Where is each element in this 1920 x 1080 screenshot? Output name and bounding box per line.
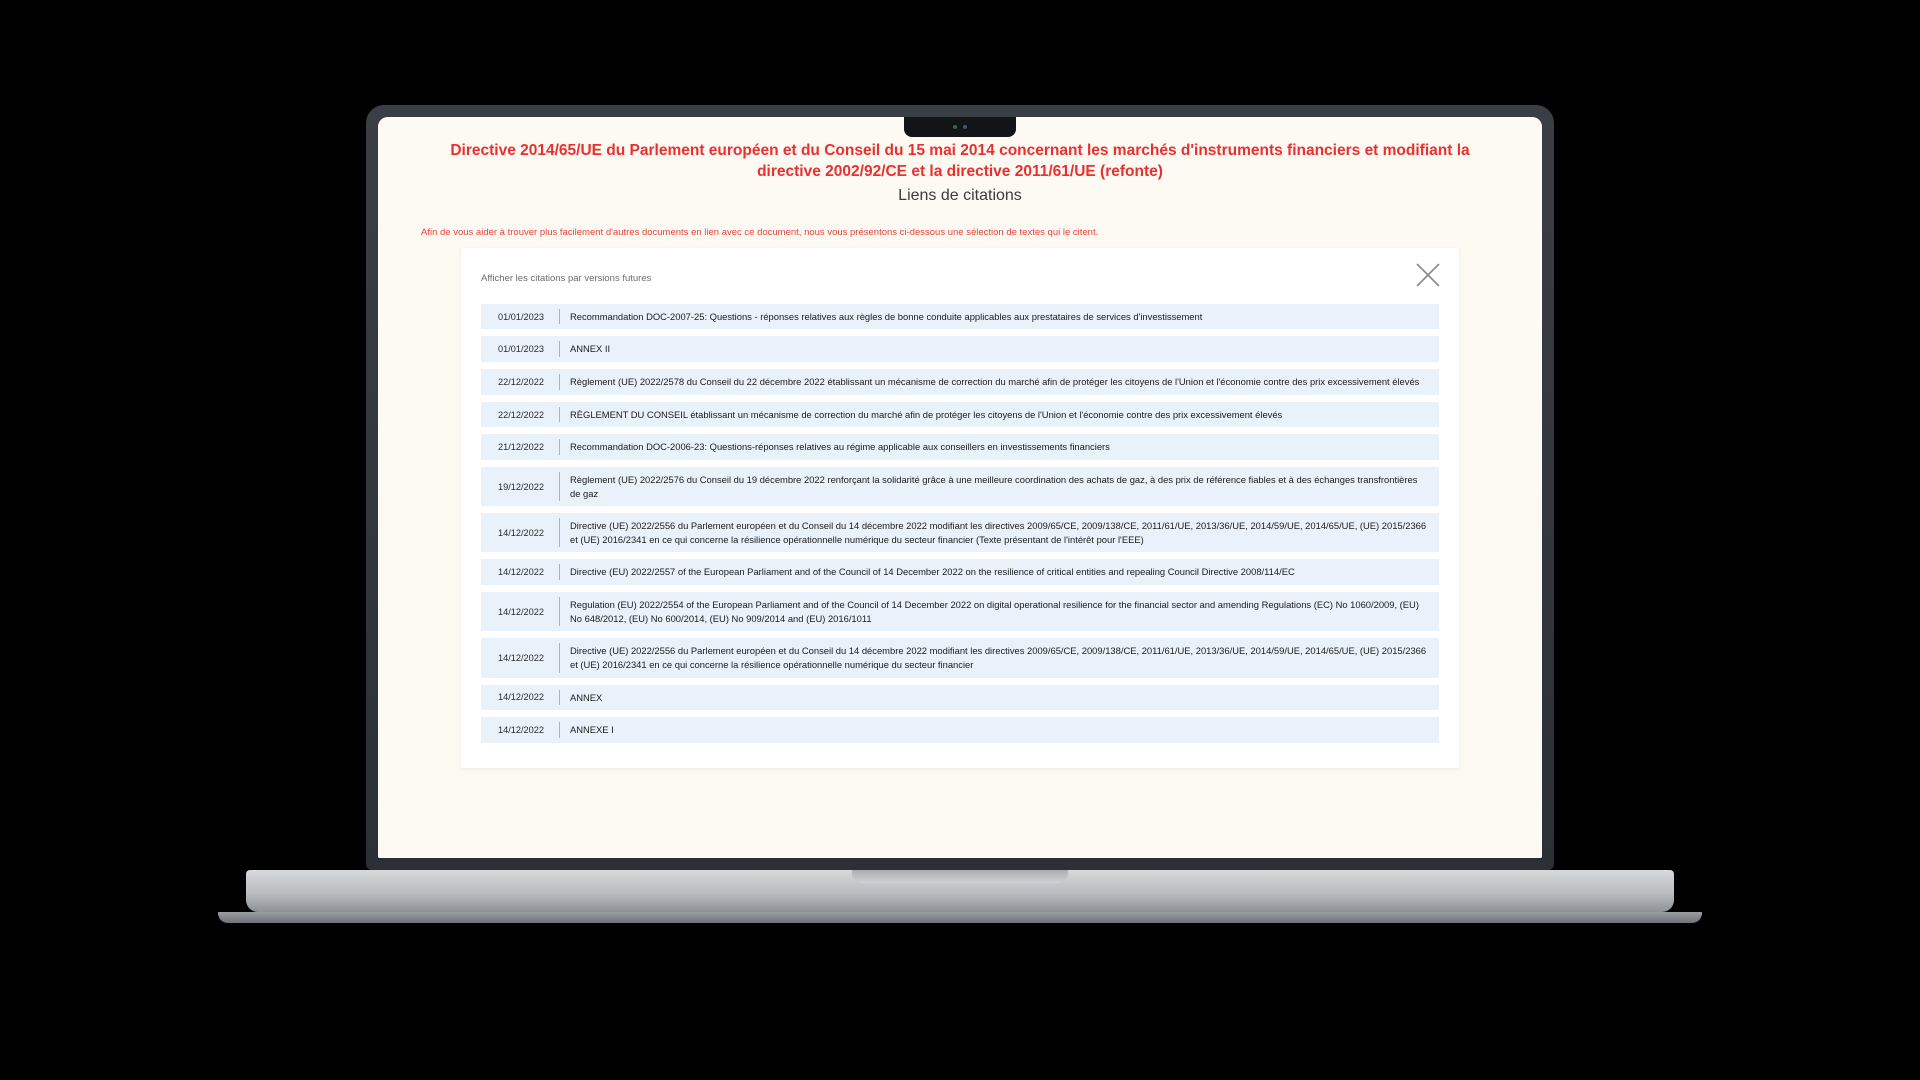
table-row[interactable] — [481, 369, 1439, 395]
table-row[interactable] — [481, 434, 1439, 460]
panel-header — [461, 248, 1459, 304]
camera-indicator-icon — [953, 125, 957, 129]
citation-date: 19/12/2022 — [498, 481, 544, 492]
citation-title[interactable]: Directive (UE) 2022/2556 du Parlement européen et du Conseil du 14 décembre 2022 modifiant les directives 2009/65/CE, 2009/138/CE, 2011/61/UE, 2013/36/UE, 2014/59/UE, 2014/65/UE, (UE) 2015/2366 et (UE) 2016/2341 en ce qui concerne la résilience opérationnelle numérique du secteur financier — [570, 645, 1427, 670]
citation-title[interactable]: RÈGLEMENT DU CONSEIL établissant un mécanisme de correction du marché afin de protéger les citoyens de l'Union et l'économie contre des prix excessivement élevés — [570, 408, 1283, 420]
citations-panel — [461, 248, 1459, 768]
intro-text: Afin de vous aider à trouver plus facilement d'autres documents en lien avec ce document, nous vous présentons ci-dessous une sélection de textes qui le citent. — [421, 226, 1099, 238]
citation-title[interactable]: Directive (EU) 2022/2557 of the European Parliament and of the Council of 14 December 2022 on the resilience of critical entities and repealing Council Directive 2008/114/EC — [570, 566, 1295, 578]
citation-date: 14/12/2022 — [498, 725, 544, 736]
laptop-base-foot — [218, 912, 1702, 923]
citation-date: 14/12/2022 — [498, 606, 544, 617]
table-row[interactable] — [481, 336, 1439, 362]
citation-date: 14/12/2022 — [498, 692, 544, 703]
page-title: Directive 2014/65/UE du Parlement européen et du Conseil du 15 mai 2014 concernant les marchés d'instruments financiers et modifiant la directive 2002/92/CE et la directive 2011/61/UE (refonte) — [450, 142, 1470, 180]
citation-date: 14/12/2022 — [498, 652, 544, 663]
citation-title[interactable]: Règlement (UE) 2022/2576 du Conseil du 19 décembre 2022 renforçant la solidarité grâce à une meilleure coordination des achats de gaz, à des prix de référence fiables et à des échanges transfrontières de gaz — [570, 473, 1418, 499]
citation-date: 01/01/2023 — [498, 311, 544, 322]
citation-title[interactable]: Regulation (EU) 2022/2554 of the European Parliament and of the Council of 14 December 2022 on digital operational resilience for the financial sector and amending Regulations (EC) No 1060/2009, (EU) No 648/2012, (EU) No 600/2014, (EU) No 909/2014 and (EU) 2016/1011 — [570, 599, 1419, 624]
screen-bezel — [378, 117, 1542, 858]
table-row[interactable] — [481, 304, 1439, 330]
table-row[interactable] — [481, 467, 1439, 506]
web-page — [378, 117, 1542, 858]
table-row[interactable] — [481, 685, 1439, 711]
table-row[interactable] — [481, 402, 1439, 428]
citation-title[interactable]: Directive (UE) 2022/2556 du Parlement européen et du Conseil du 14 décembre 2022 modifiant les directives 2009/65/CE, 2009/138/CE, 2011/61/UE, 2013/36/UE, 2014/59/UE, 2014/65/UE, (UE) 2015/2366 et (UE) 2016/2341 en ce qui concerne la résilience opérationnelle numérique du secteur financier (Texte présentant de l'intérêt pour l'EEE) — [570, 520, 1427, 545]
table-row[interactable] — [481, 592, 1439, 631]
citation-date: 14/12/2022 — [498, 567, 544, 578]
table-row[interactable] — [481, 513, 1439, 552]
citation-date: 22/12/2022 — [498, 376, 544, 387]
table-row[interactable] — [481, 638, 1439, 677]
laptop-lid — [366, 105, 1554, 870]
future-versions-filter-link[interactable]: Afficher les citations par versions futures — [481, 272, 652, 284]
table-row[interactable] — [481, 559, 1439, 585]
citation-date: 01/01/2023 — [498, 344, 544, 355]
laptop-base — [246, 870, 1674, 912]
citations-list — [461, 304, 1459, 743]
laptop-screen — [378, 117, 1542, 858]
citation-title[interactable]: ANNEX II — [570, 343, 611, 355]
citation-date: 21/12/2022 — [498, 442, 544, 453]
page-subtitle: Liens de citations — [898, 186, 1022, 204]
citation-title[interactable]: ANNEXE I — [570, 724, 614, 736]
citation-title[interactable]: Règlement (UE) 2022/2578 du Conseil du 22 décembre 2022 établissant un mécanisme de correction du marché afin de protéger les citoyens de l'Union et l'économie contre des prix excessivement élevés — [570, 376, 1420, 388]
citation-date: 14/12/2022 — [498, 527, 544, 538]
citation-date: 22/12/2022 — [498, 409, 544, 420]
citation-title[interactable]: Recommandation DOC-2006-23: Questions-réponses relatives au régime applicable aux conseillers en investissements financiers — [570, 441, 1110, 453]
laptop-mockup — [366, 105, 1554, 875]
citation-title[interactable]: ANNEX — [570, 691, 603, 703]
close-icon[interactable] — [1413, 260, 1443, 290]
table-row[interactable] — [481, 717, 1439, 743]
citation-title[interactable]: Recommandation DOC-2007-25: Questions - réponses relatives aux règles de bonne conduite applicables aux prestataires de services d'investissement — [570, 310, 1203, 322]
webcam-notch — [904, 117, 1016, 137]
sensor-indicator-icon — [963, 125, 967, 129]
